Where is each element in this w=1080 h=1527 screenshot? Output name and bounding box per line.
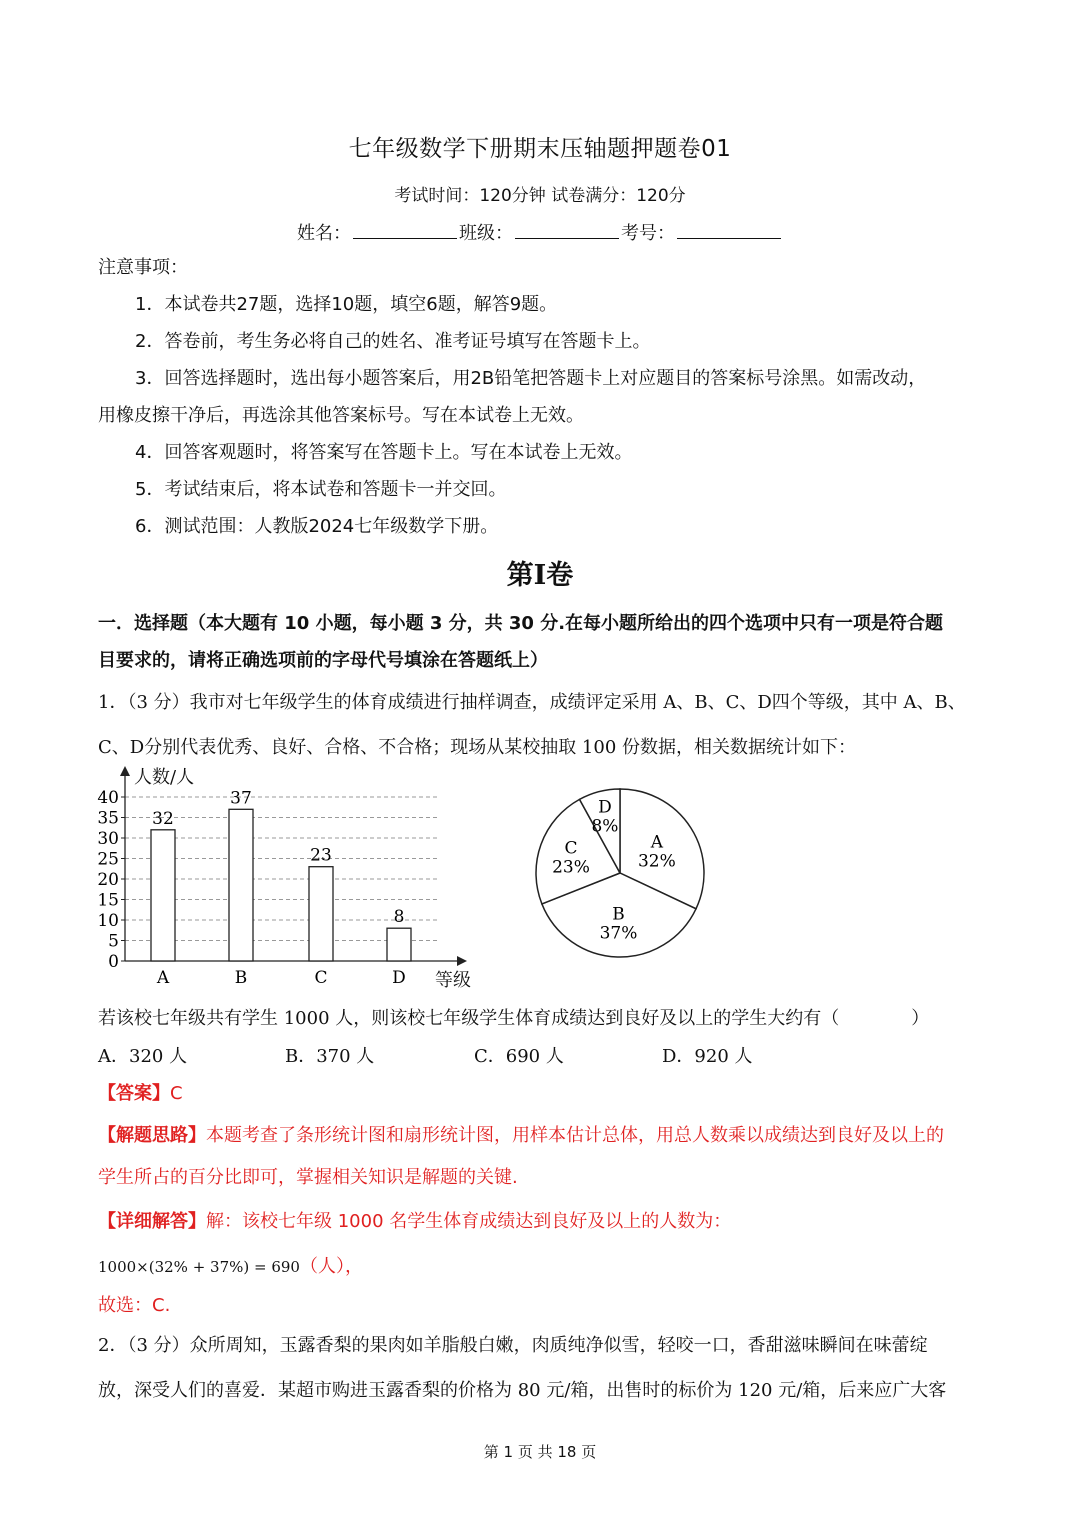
notes-title: 注意事项： [98, 257, 188, 278]
pie-value-label: 32% [637, 851, 676, 872]
pie-value-label: 8% [591, 816, 619, 837]
q1-option-d[interactable]: D．920 人 [662, 1046, 753, 1067]
bar-value-label: 23 [310, 845, 332, 866]
answer-value: C [170, 1083, 183, 1104]
y-tick-label: 15 [97, 890, 119, 911]
pie-value-label: 37% [599, 923, 638, 944]
x-axis-arrow [457, 956, 467, 966]
note-item-3: 3．回答选择题时，选出每小题答案后，用2B铅笔把答题卡上对应题目的答案标号涂黑。如需改动， [135, 368, 927, 389]
q1-stem-line1: 1．（3 分）我市对七年级学生的体育成绩进行抽样调查，成绩评定采用 A、B、C、D四个等级，其中 A、B、 [98, 692, 966, 713]
note-item-3-continued: 用橡皮擦干净后，再选涂其他答案标号。写在本试卷上无效。 [98, 405, 584, 426]
q1-question: 若该校七年级共有学生 1000 人，则该校七年级学生体育成绩达到良好及以上的学生大约有（ ） [98, 1008, 930, 1029]
hint-label: 【解题思路】 [98, 1125, 206, 1146]
q2-stem-line2: 放，深受人们的喜爱．某超市购进玉露香梨的价格为 80 元/箱，出售时的标价为 120 元/箱，后来应广大客 [98, 1380, 947, 1401]
y-tick-label: 10 [97, 911, 119, 931]
section-heading-line2: 目要求的，请将正确选项前的字母代号填涂在答题纸上） [98, 650, 548, 671]
pie-label: C [564, 838, 578, 859]
number-blank[interactable] [677, 224, 781, 239]
x-tick-label: D [392, 968, 406, 988]
bar-value-label: 37 [230, 788, 252, 809]
y-axis-arrow [120, 766, 130, 776]
x-axis-label: 等级 [435, 970, 471, 991]
pie-chart [530, 786, 710, 966]
detail-text: 解：该校七年级 1000 名学生体育成绩达到良好及以上的人数为： [206, 1211, 732, 1232]
q1-option-c[interactable]: C．690 人 [474, 1046, 564, 1067]
page-footer: 第 1 页 共 18 页 [483, 1443, 597, 1461]
bar-value-label: 8 [393, 907, 405, 928]
number-label: 考号： [621, 223, 675, 244]
answer-label: 【答案】 [98, 1083, 170, 1104]
exam-subtitle: 考试时间：120分钟 试卷满分：120分 [394, 186, 686, 206]
y-tick-label: 30 [97, 829, 119, 849]
formula-expression: 1000×(32% + 37%) = 690 [98, 1258, 300, 1276]
x-tick-label: A [156, 968, 170, 988]
x-tick-label: C [314, 968, 328, 988]
note-item-4: 4．回答客观题时，将答案写在答题卡上。写在本试卷上无效。 [135, 442, 633, 463]
q1-answer [98, 1079, 183, 1105]
exam-title: 七年级数学下册期末压轴题押题卷01 [348, 136, 732, 162]
y-axis-label: 人数/人 [134, 767, 195, 788]
note-item-5: 5．考试结束后，将本试卷和答题卡一并交回。 [135, 479, 507, 500]
y-tick-label: 25 [97, 849, 119, 870]
hint-text: 本题考查了条形统计图和扇形统计图，用样本估计总体，用总人数乘以成绩达到良好及以上的 [206, 1125, 944, 1146]
detail-label: 【详细解答】 [98, 1211, 206, 1232]
q2-stem-line1: 2．（3 分）众所周知，玉露香梨的果肉如羊脂般白嫩，肉质纯净似雪，轻咬一口，香甜滋味瞬间在味蕾绽 [98, 1335, 928, 1356]
q1-choice: 故选：C. [98, 1295, 171, 1316]
pie-label: D [598, 797, 612, 818]
student-info-fields [0, 219, 1080, 245]
q1-option-a[interactable]: A．320 人 [98, 1046, 188, 1067]
pie-label: B [612, 904, 625, 925]
y-tick-label: 20 [97, 870, 119, 890]
name-label: 姓名： [297, 223, 351, 244]
section-heading-line1: 一．选择题（本大题有 10 小题，每小题 3 分，共 30 分.在每小题所给出的四个选项中只有一项是符合题 [98, 613, 944, 634]
q1-hint-line2: 学生所占的百分比即可，掌握相关知识是解题的关键. [98, 1167, 518, 1188]
note-item-6: 6．测试范围：人教版2024七年级数学下册。 [135, 516, 499, 537]
volume-heading: 第I卷 [506, 560, 574, 591]
bar-d [387, 928, 411, 961]
note-item-1: 1．本试卷共27题，选择10题，填空6题，解答9题。 [135, 294, 558, 315]
q1-hint-line1 [98, 1121, 944, 1147]
q1-formula [98, 1252, 363, 1278]
class-blank[interactable] [515, 224, 619, 239]
y-tick-label: 35 [97, 808, 119, 829]
bar-value-label: 32 [152, 808, 174, 829]
bar-chart [95, 760, 485, 995]
pie-value-label: 23% [552, 857, 590, 878]
name-blank[interactable] [353, 224, 457, 239]
x-tick-label: B [234, 968, 248, 988]
pie-label: A [650, 832, 664, 853]
bar-c [309, 867, 333, 961]
formula-unit: （人）， [299, 1256, 363, 1277]
class-label: 班级： [459, 223, 513, 244]
q1-option-b[interactable]: B．370 人 [285, 1046, 375, 1067]
note-item-2: 2．答卷前，考生务必将自己的姓名、准考证号填写在答题卡上。 [135, 331, 651, 352]
bar-b [229, 809, 253, 961]
bar-a [151, 830, 175, 961]
q1-detail [98, 1207, 731, 1233]
q1-stem-line2: C、D分别代表优秀、良好、合格、不合格；现场从某校抽取 100 份数据，相关数据统计如下： [98, 737, 856, 758]
y-tick-label: 5 [108, 931, 119, 952]
y-tick-label: 40 [97, 788, 119, 808]
y-tick-label: 0 [108, 952, 119, 972]
